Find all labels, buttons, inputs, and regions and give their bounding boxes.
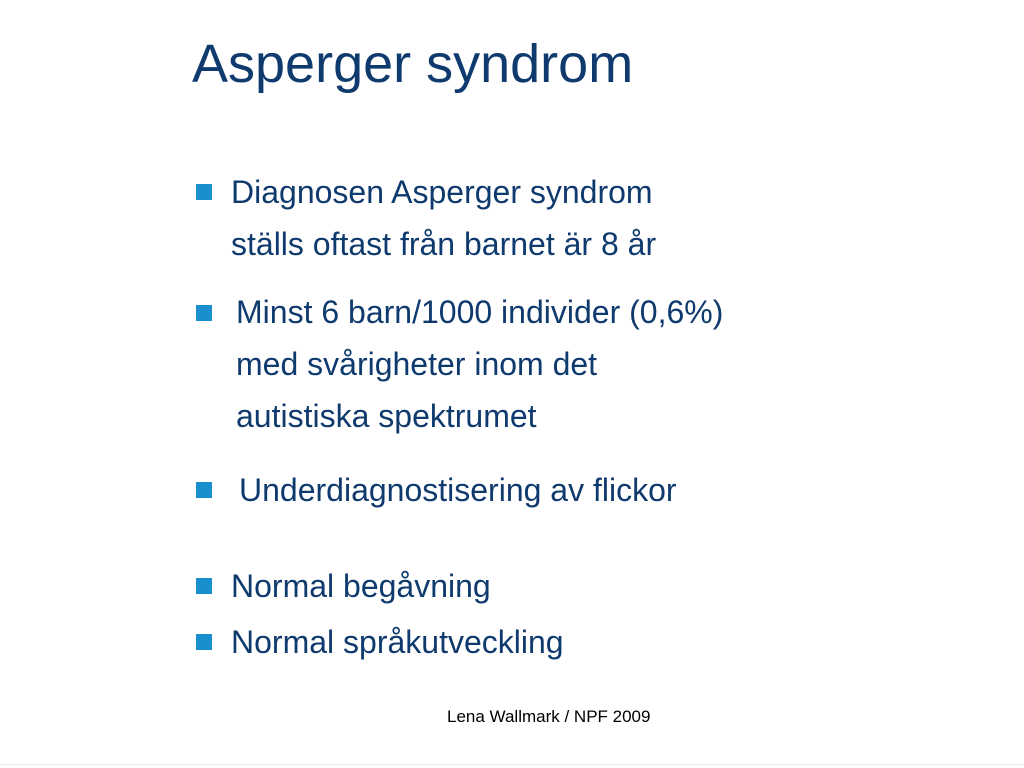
bullet-line: autistiska spektrumet — [236, 398, 537, 434]
bullet-line: Normal begåvning — [231, 568, 491, 604]
slide-title: Asperger syndrom — [192, 34, 634, 94]
bullet-line: Normal språkutveckling — [231, 624, 564, 660]
bullet-line: Diagnosen Asperger syndrom — [231, 174, 653, 210]
bullet-line: Minst 6 barn/1000 individer (0,6%) — [236, 294, 724, 330]
square-bullet-icon — [196, 184, 212, 200]
bullet-item — [196, 616, 896, 668]
bullet-line: Underdiagnostisering av flickor — [239, 472, 677, 508]
bullet-item — [196, 560, 896, 612]
slide-footer: Lena Wallmark / NPF 2009 — [447, 707, 651, 726]
bullet-item — [196, 166, 896, 270]
square-bullet-icon — [196, 305, 212, 321]
bullet-line: ställs oftast från barnet är 8 år — [231, 226, 657, 262]
bullet-item — [196, 464, 896, 516]
bottom-divider — [0, 764, 1024, 765]
bullet-line: med svårigheter inom det — [236, 346, 598, 382]
square-bullet-icon — [196, 634, 212, 650]
square-bullet-icon — [196, 482, 212, 498]
square-bullet-icon — [196, 578, 212, 594]
bullet-item — [196, 286, 896, 442]
